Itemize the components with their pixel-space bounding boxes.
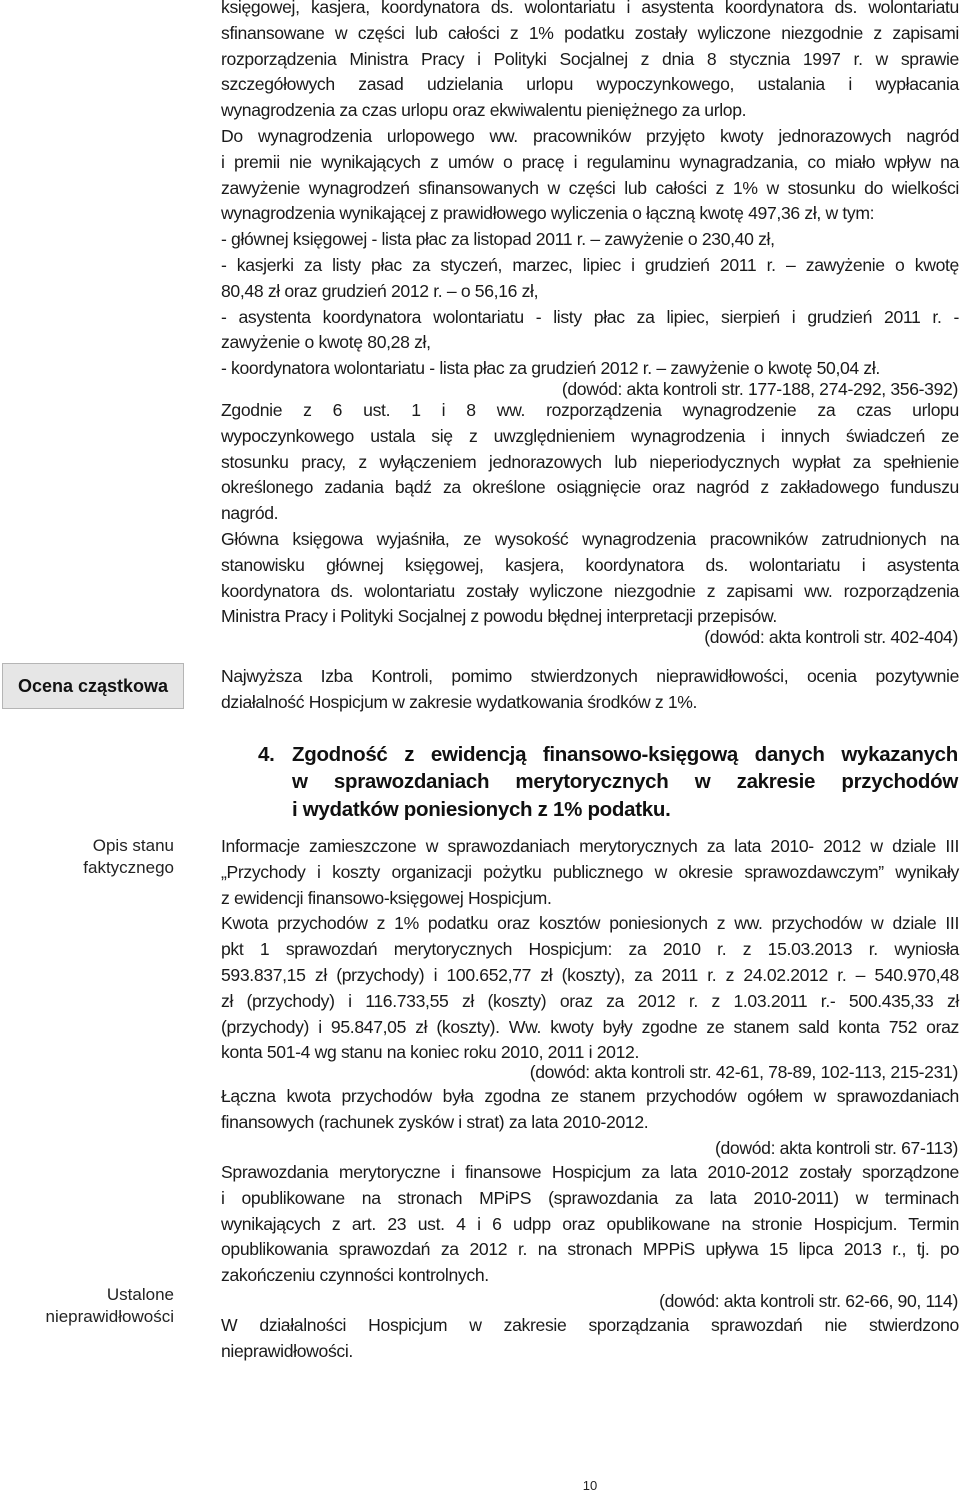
text-line: stanowisku głównej księgowej, kasjera, koordynatora ds. wolontariatu i asystenta bbox=[221, 554, 959, 575]
text-line: opublikowania sprawozdań za 2012 r. na stronach MPPiS upływa 15 lipca 2013 r., tj. po bbox=[221, 1239, 959, 1260]
paragraph-zgodnie bbox=[221, 398, 959, 630]
text-line: Główna księgowa wyjaśniła, ze wysokość wynagrodzenia pracowników zatrudnionych na bbox=[221, 528, 959, 549]
text-line: Sprawozdania merytoryczne i finansowe Hospicjum za lata 2010-2012 zostały sporządzone bbox=[221, 1162, 959, 1182]
paragraph-sprawozdania bbox=[221, 1160, 959, 1289]
sidebar-line: nieprawidłowości bbox=[45, 1307, 174, 1326]
text-line: W działalności Hospicjum w zakresie sporządzania sprawozdań nie stwierdzono bbox=[221, 1315, 959, 1335]
sidebar-line: Opis stanu bbox=[92, 836, 174, 855]
evidence-reference: (dowód: akta kontroli str. 67-113) bbox=[714, 1138, 958, 1158]
section-title bbox=[292, 741, 958, 823]
text-line: pkt 1 sprawozdań merytorycznych Hospicjum: za 2010 r. z 15.03.2013 r. wyniosła bbox=[221, 939, 959, 960]
text-line: stosunku pracy, z wyłączeniem jednorazowych lub nieperiodycznych wypłat za spełnienie bbox=[221, 451, 959, 472]
paragraph-ocena bbox=[221, 664, 959, 716]
evidence-reference: (dowód: akta kontroli str. 62-66, 90, 114) bbox=[659, 1291, 958, 1311]
text-line: i premii nie wynikających z umów o pracę i regulaminu wynagradzania, co miało wpływ na bbox=[221, 151, 959, 172]
text-line: - asystenta koordynatora wolontariatu - listy płac za lipiec, sierpień i grudzień 2011 r. - bbox=[221, 306, 959, 327]
text-line: nagród. bbox=[221, 503, 279, 524]
text-line: wypoczynkowego ustala się z uwzględnieniem wynagrodzenia i innych świadczeń ze bbox=[221, 425, 959, 446]
text-line: Kwota przychodów z 1% podatku oraz kosztów poniesionych z ww. przychodów w dziale III bbox=[221, 913, 959, 934]
text-line: finansowych (rachunek zysków i strat) za lata 2010-2012. bbox=[221, 1111, 649, 1132]
evidence-reference: (dowód: akta kontroli str. 402-404) bbox=[704, 627, 958, 647]
text-line: zawyżenie o kwotę 80,28 zł, bbox=[221, 332, 431, 353]
text-line: (przychody) i 95.847,05 zł (koszty). Ww. kwoty były zgodne ze stanem sald konta 752 oraz bbox=[221, 1016, 959, 1037]
paragraph-informacje bbox=[221, 834, 959, 1066]
sidebar-label-ustalone-nieprawidlowosci bbox=[0, 1284, 186, 1328]
text-line: koordynatora ds. wolontariatu zostały wyliczone niezgodnie z zapisami ww. rozporządzenia bbox=[221, 580, 959, 601]
text-line: Zgodnie z 6 ust. 1 i 8 ww. rozporządzenia wynagrodzenie za czas urlopu bbox=[221, 400, 959, 420]
text-line: sfinansowane w części lub całości z 1% podatku zostały wyliczone niezgodnie z zapisami bbox=[221, 22, 959, 43]
text-line: Do wynagrodzenia urlopowego ww. pracowników przyjęto kwoty jednorazowych nagród bbox=[221, 125, 959, 146]
paragraph-laczna-kwota bbox=[221, 1084, 959, 1136]
text-line: - kasjerki za listy płac za styczeń, marzec, lipiec i grudzień 2011 r. – zawyżenie o kwotę bbox=[221, 254, 959, 275]
sidebar-label-ocena-czastkowa: Ocena cząstkowa bbox=[2, 663, 184, 709]
text-line: - koordynatora wolontariatu - lista płac za grudzień 2012 r. – zawyżenie o kwotę 50,04 zł. bbox=[221, 358, 880, 379]
heading-line: i wydatków poniesionych z 1% podatku. bbox=[292, 797, 671, 821]
evidence-reference: (dowód: akta kontroli str. 177-188, 274-292, 356-392) bbox=[561, 379, 958, 399]
text-line: Najwyższa Izba Kontroli, pomimo stwierdzonych nieprawidłowości, ocenia pozytywnie bbox=[221, 666, 959, 686]
text-line: wynikających z art. 23 ust. 4 i 6 udpp oraz opublikowane na stronie Hospicjum. Termin bbox=[221, 1213, 959, 1234]
section-number: 4. bbox=[258, 743, 275, 766]
text-line: konta 501-4 wg stanu na koniec roku 2010, 2011 i 2012. bbox=[221, 1042, 639, 1063]
text-line: zakończeniu czynności kontrolnych. bbox=[221, 1265, 489, 1286]
page-number: 10 bbox=[582, 1478, 598, 1493]
text-line: zawyżenie wynagrodzeń sfinansowanych w części lub całości z 1% w stosunku do wielkości bbox=[221, 177, 959, 198]
text-line: działalność Hospicjum w zakresie wydatkowania środków z 1%. bbox=[221, 691, 698, 712]
text-line: nieprawidłowości. bbox=[221, 1340, 353, 1361]
sidebar-label-opis-stanu bbox=[0, 835, 186, 879]
heading-line: w sprawozdaniach merytorycznych w zakresie przychodów bbox=[292, 770, 958, 794]
text-line: księgowej, kasjera, koordynatora ds. wolontariatu i asystenta koordynatora ds. wolontariatu bbox=[221, 0, 959, 17]
text-line: Informacje zamieszczone w sprawozdaniach merytorycznych za lata 2010- 2012 w dziale III bbox=[221, 836, 959, 856]
paragraph-ustalenia bbox=[221, 1313, 959, 1365]
text-line: i opublikowane na stronach MPiPS (sprawozdania za lata 2010-2011) w terminach bbox=[221, 1187, 959, 1208]
text-line: wynagrodzenia wynikającej z prawidłowego wyliczenia o łączną kwotę 497,36 zł, w tym: bbox=[221, 203, 875, 224]
paragraph-wynagrodzenie bbox=[221, 0, 959, 382]
text-line: Łączna kwota przychodów była zgodna ze stanem przychodów ogółem w sprawozdaniach bbox=[221, 1086, 959, 1106]
text-line: z ewidencji finansowo-księgowej Hospicjum. bbox=[221, 887, 552, 908]
text-line: Ministra Pracy i Polityki Socjalnej z powodu błędnej interpretacji przepisów. bbox=[221, 606, 777, 627]
text-line: określonego zadania bądź za określone osiągnięcie oraz nagród z zakładowego funduszu bbox=[221, 477, 959, 498]
text-line: 593.837,15 zł (przychody) i 100.652,77 zł (koszty), za 2011 r. z 24.02.2012 r. – 540.970,48 bbox=[221, 964, 959, 985]
text-line: szczegółowych zasad udzielania urlopu wypoczynkowego, ustalania i wypłacania bbox=[221, 74, 959, 95]
heading-line: Zgodność z ewidencją finansowo-księgową danych wykazanych bbox=[292, 743, 958, 766]
text-line: rozporządzenia Ministra Pracy i Polityki Socjalnej z dnia 8 stycznia 1997 r. w sprawie bbox=[221, 48, 959, 69]
sidebar-line: Ustalone bbox=[106, 1285, 174, 1304]
text-line: 80,48 zł oraz grudzień 2012 r. – o 56,16 zł, bbox=[221, 280, 539, 301]
sidebar-line: faktycznego bbox=[83, 858, 174, 877]
text-line: zł (przychody) i 116.733,55 zł (koszty) oraz za 2012 r. z 1.03.2011 r.- 500.435,33 zł bbox=[221, 990, 959, 1011]
text-line: wynagrodzenia za czas urlopu oraz ekwiwalentu pieniężnego za urlop. bbox=[221, 100, 747, 121]
text-line: „Przychody i koszty organizacji pożytku publicznego w okresie sprawozdawczym” wynikały bbox=[221, 861, 959, 882]
evidence-reference: (dowód: akta kontroli str. 42-61, 78-89, 102-113, 215-231) bbox=[529, 1062, 958, 1082]
text-line: - głównej księgowej - lista płac za listopad 2011 r. – zawyżenie o 230,40 zł, bbox=[221, 229, 775, 250]
